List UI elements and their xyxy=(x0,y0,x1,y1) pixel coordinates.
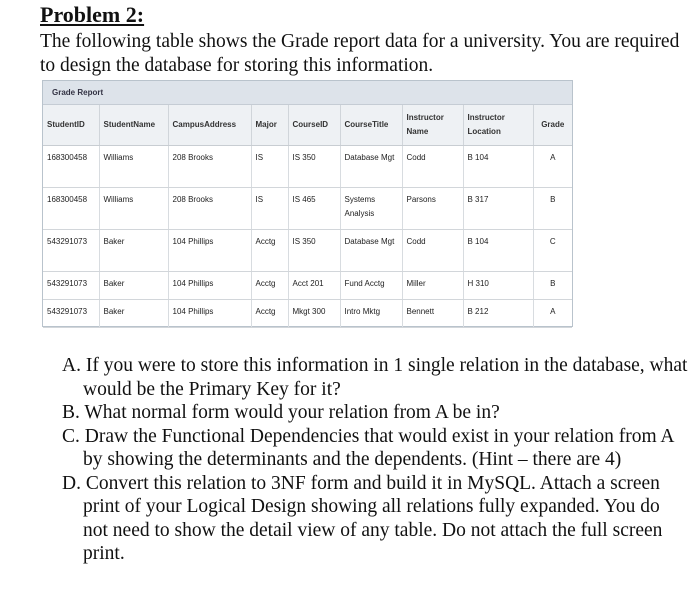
cell-campus-address: 104 Phillips xyxy=(168,300,251,328)
cell-instructor-location: B 317 xyxy=(463,188,533,230)
grade-report-grid xyxy=(43,105,572,328)
cell-student-id: 168300458 xyxy=(43,146,99,188)
cell-major: Acctg xyxy=(251,230,288,272)
column-header: StudentName xyxy=(99,105,168,146)
table-row xyxy=(43,300,572,328)
grade-report-table xyxy=(42,80,573,327)
cell-course-title: Database Mgt xyxy=(340,230,402,272)
cell-major: IS xyxy=(251,146,288,188)
cell-instructor-name: Parsons xyxy=(402,188,463,230)
cell-grade: A xyxy=(533,300,572,328)
cell-student-id: 543291073 xyxy=(43,272,99,300)
cell-campus-address: 104 Phillips xyxy=(168,230,251,272)
cell-instructor-location: B 104 xyxy=(463,146,533,188)
column-header: StudentID xyxy=(43,105,99,146)
question-a: A. If you were to store this information in 1 single relation in the database, what would be the Primary Key for it? xyxy=(62,355,688,400)
cell-course-title: Intro Mktg xyxy=(340,300,402,328)
problem-title: Problem 2: xyxy=(40,2,145,27)
question-c: C. Draw the Functional Dependencies that would exist in your relation from A by showing the determinants and the dependents. (Hint – there are 4) xyxy=(62,425,674,470)
column-header: Major xyxy=(251,105,288,146)
cell-student-name: Williams xyxy=(99,188,168,230)
cell-major: IS xyxy=(251,188,288,230)
column-header: CourseTitle xyxy=(340,105,402,146)
column-header: Instructor Name xyxy=(402,105,463,146)
question-list xyxy=(62,354,688,566)
cell-grade: B xyxy=(533,272,572,300)
column-header: CampusAddress xyxy=(168,105,251,146)
cell-grade: B xyxy=(533,188,572,230)
column-header: CourseID xyxy=(288,105,340,146)
cell-course-id: Mkgt 300 xyxy=(288,300,340,328)
cell-course-id: IS 465 xyxy=(288,188,340,230)
cell-instructor-name: Codd xyxy=(402,146,463,188)
cell-campus-address: 208 Brooks xyxy=(168,188,251,230)
cell-student-name: Baker xyxy=(99,230,168,272)
cell-course-title: Database Mgt xyxy=(340,146,402,188)
cell-course-title: Fund Acctg xyxy=(340,272,402,300)
cell-instructor-location: B 104 xyxy=(463,230,533,272)
table-row xyxy=(43,230,572,272)
question-b: B. What normal form would your relation from A be in? xyxy=(62,402,500,423)
cell-student-name: Baker xyxy=(99,272,168,300)
cell-instructor-name: Miller xyxy=(402,272,463,300)
cell-instructor-name: Codd xyxy=(402,230,463,272)
cell-grade: C xyxy=(533,230,572,272)
cell-major: Acctg xyxy=(251,272,288,300)
question-d: D. Convert this relation to 3NF form and build it in MySQL. Attach a screen print of your Logical Design showing all relations fully expanded. You do not need to show the detail view of any table. Do not attach the full screen print. xyxy=(62,472,663,564)
table-row xyxy=(43,272,572,300)
table-row xyxy=(43,146,572,188)
cell-student-id: 543291073 xyxy=(43,230,99,272)
cell-instructor-location: B 212 xyxy=(463,300,533,328)
cell-course-title: Systems Analysis xyxy=(340,188,402,230)
cell-instructor-name: Bennett xyxy=(402,300,463,328)
table-row xyxy=(43,188,572,230)
cell-student-name: Williams xyxy=(99,146,168,188)
cell-campus-address: 208 Brooks xyxy=(168,146,251,188)
problem-intro: The following table shows the Grade report data for a university. You are required to design the database for storing this information. xyxy=(40,31,680,76)
grade-report-heading: Grade Report xyxy=(43,81,572,105)
cell-instructor-location: H 310 xyxy=(463,272,533,300)
cell-course-id: IS 350 xyxy=(288,230,340,272)
cell-major: Acctg xyxy=(251,300,288,328)
header-row xyxy=(43,105,572,146)
column-header: Grade xyxy=(533,105,572,146)
cell-student-id: 543291073 xyxy=(43,300,99,328)
column-header: Instructor Location xyxy=(463,105,533,146)
cell-student-id: 168300458 xyxy=(43,188,99,230)
cell-course-id: IS 350 xyxy=(288,146,340,188)
cell-student-name: Baker xyxy=(99,300,168,328)
cell-grade: A xyxy=(533,146,572,188)
cell-course-id: Acct 201 xyxy=(288,272,340,300)
cell-campus-address: 104 Phillips xyxy=(168,272,251,300)
